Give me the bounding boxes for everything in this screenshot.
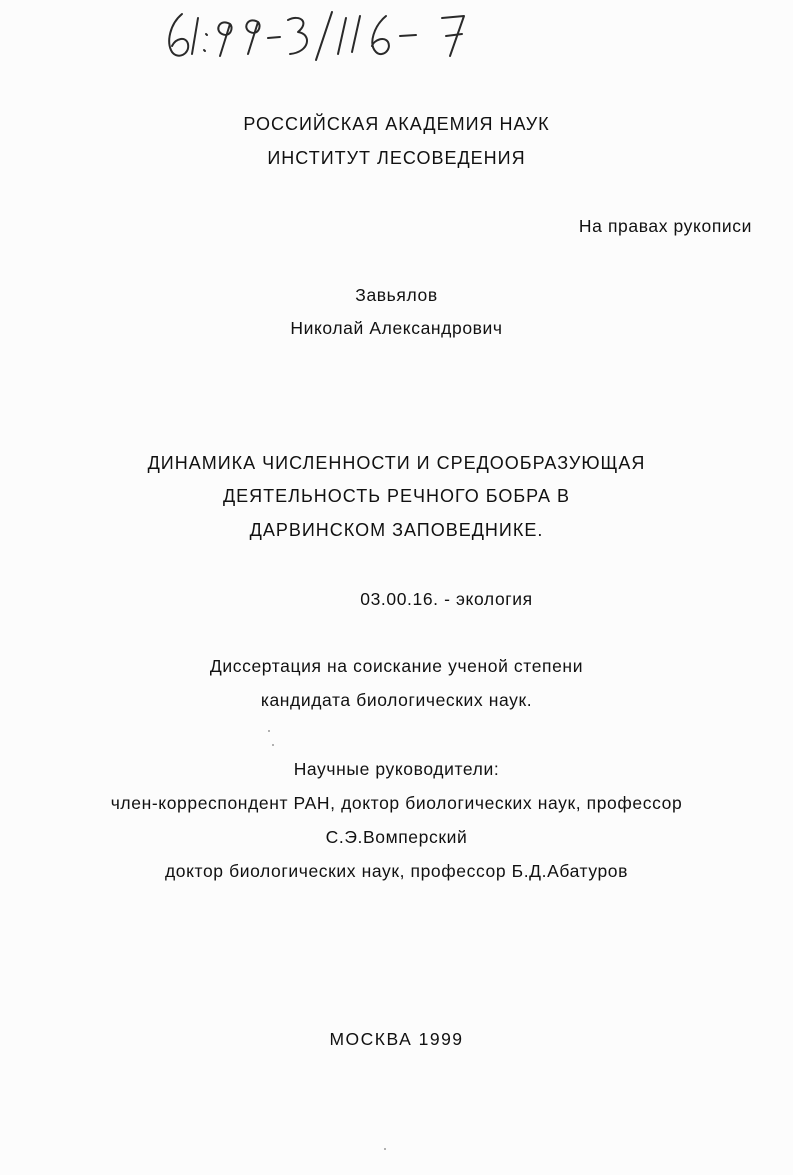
city-year: МОСКВА 1999 bbox=[329, 1029, 464, 1049]
dissertation-line-2: кандидата биологических наук. bbox=[260, 690, 533, 710]
title-line-2: ДЕЯТЕЛЬНОСТЬ РЕЧНОГО БОБРА В bbox=[222, 486, 571, 506]
title-line-3: ДАРВИНСКОМ ЗАПОВЕДНИКЕ. bbox=[249, 520, 544, 540]
specialty-code: 03.00.16. - экология bbox=[360, 589, 533, 609]
author-name: Николай Александрович bbox=[290, 318, 503, 338]
author-surname: Завьялов bbox=[355, 285, 438, 305]
advisor-1-name: С.Э.Вомперский bbox=[325, 827, 468, 847]
academy-name: РОССИЙСКАЯ АКАДЕМИЯ НАУК bbox=[243, 114, 550, 134]
advisor-2: доктор биологических наук, профессор Б.Д.Абатуров bbox=[164, 861, 629, 881]
scan-speck bbox=[384, 1148, 386, 1150]
dissertation-line-1: Диссертация на соискание ученой степени bbox=[209, 656, 584, 676]
advisors-heading: Научные руководители: bbox=[293, 759, 500, 779]
handwritten-code-drawing bbox=[160, 4, 510, 68]
advisor-1-title: член-корреспондент РАН, доктор биологических наук, профессор bbox=[110, 793, 683, 813]
scan-speck bbox=[272, 744, 274, 746]
institute-name: ИНСТИТУТ ЛЕСОВЕДЕНИЯ bbox=[267, 148, 526, 168]
rights-note: На правах рукописи bbox=[578, 216, 752, 236]
title-line-1: ДИНАМИКА ЧИСЛЕННОСТИ И СРЕДООБРАЗУЮЩАЯ bbox=[147, 453, 646, 473]
scan-speck bbox=[268, 730, 270, 732]
handwritten-archive-code bbox=[160, 4, 510, 68]
